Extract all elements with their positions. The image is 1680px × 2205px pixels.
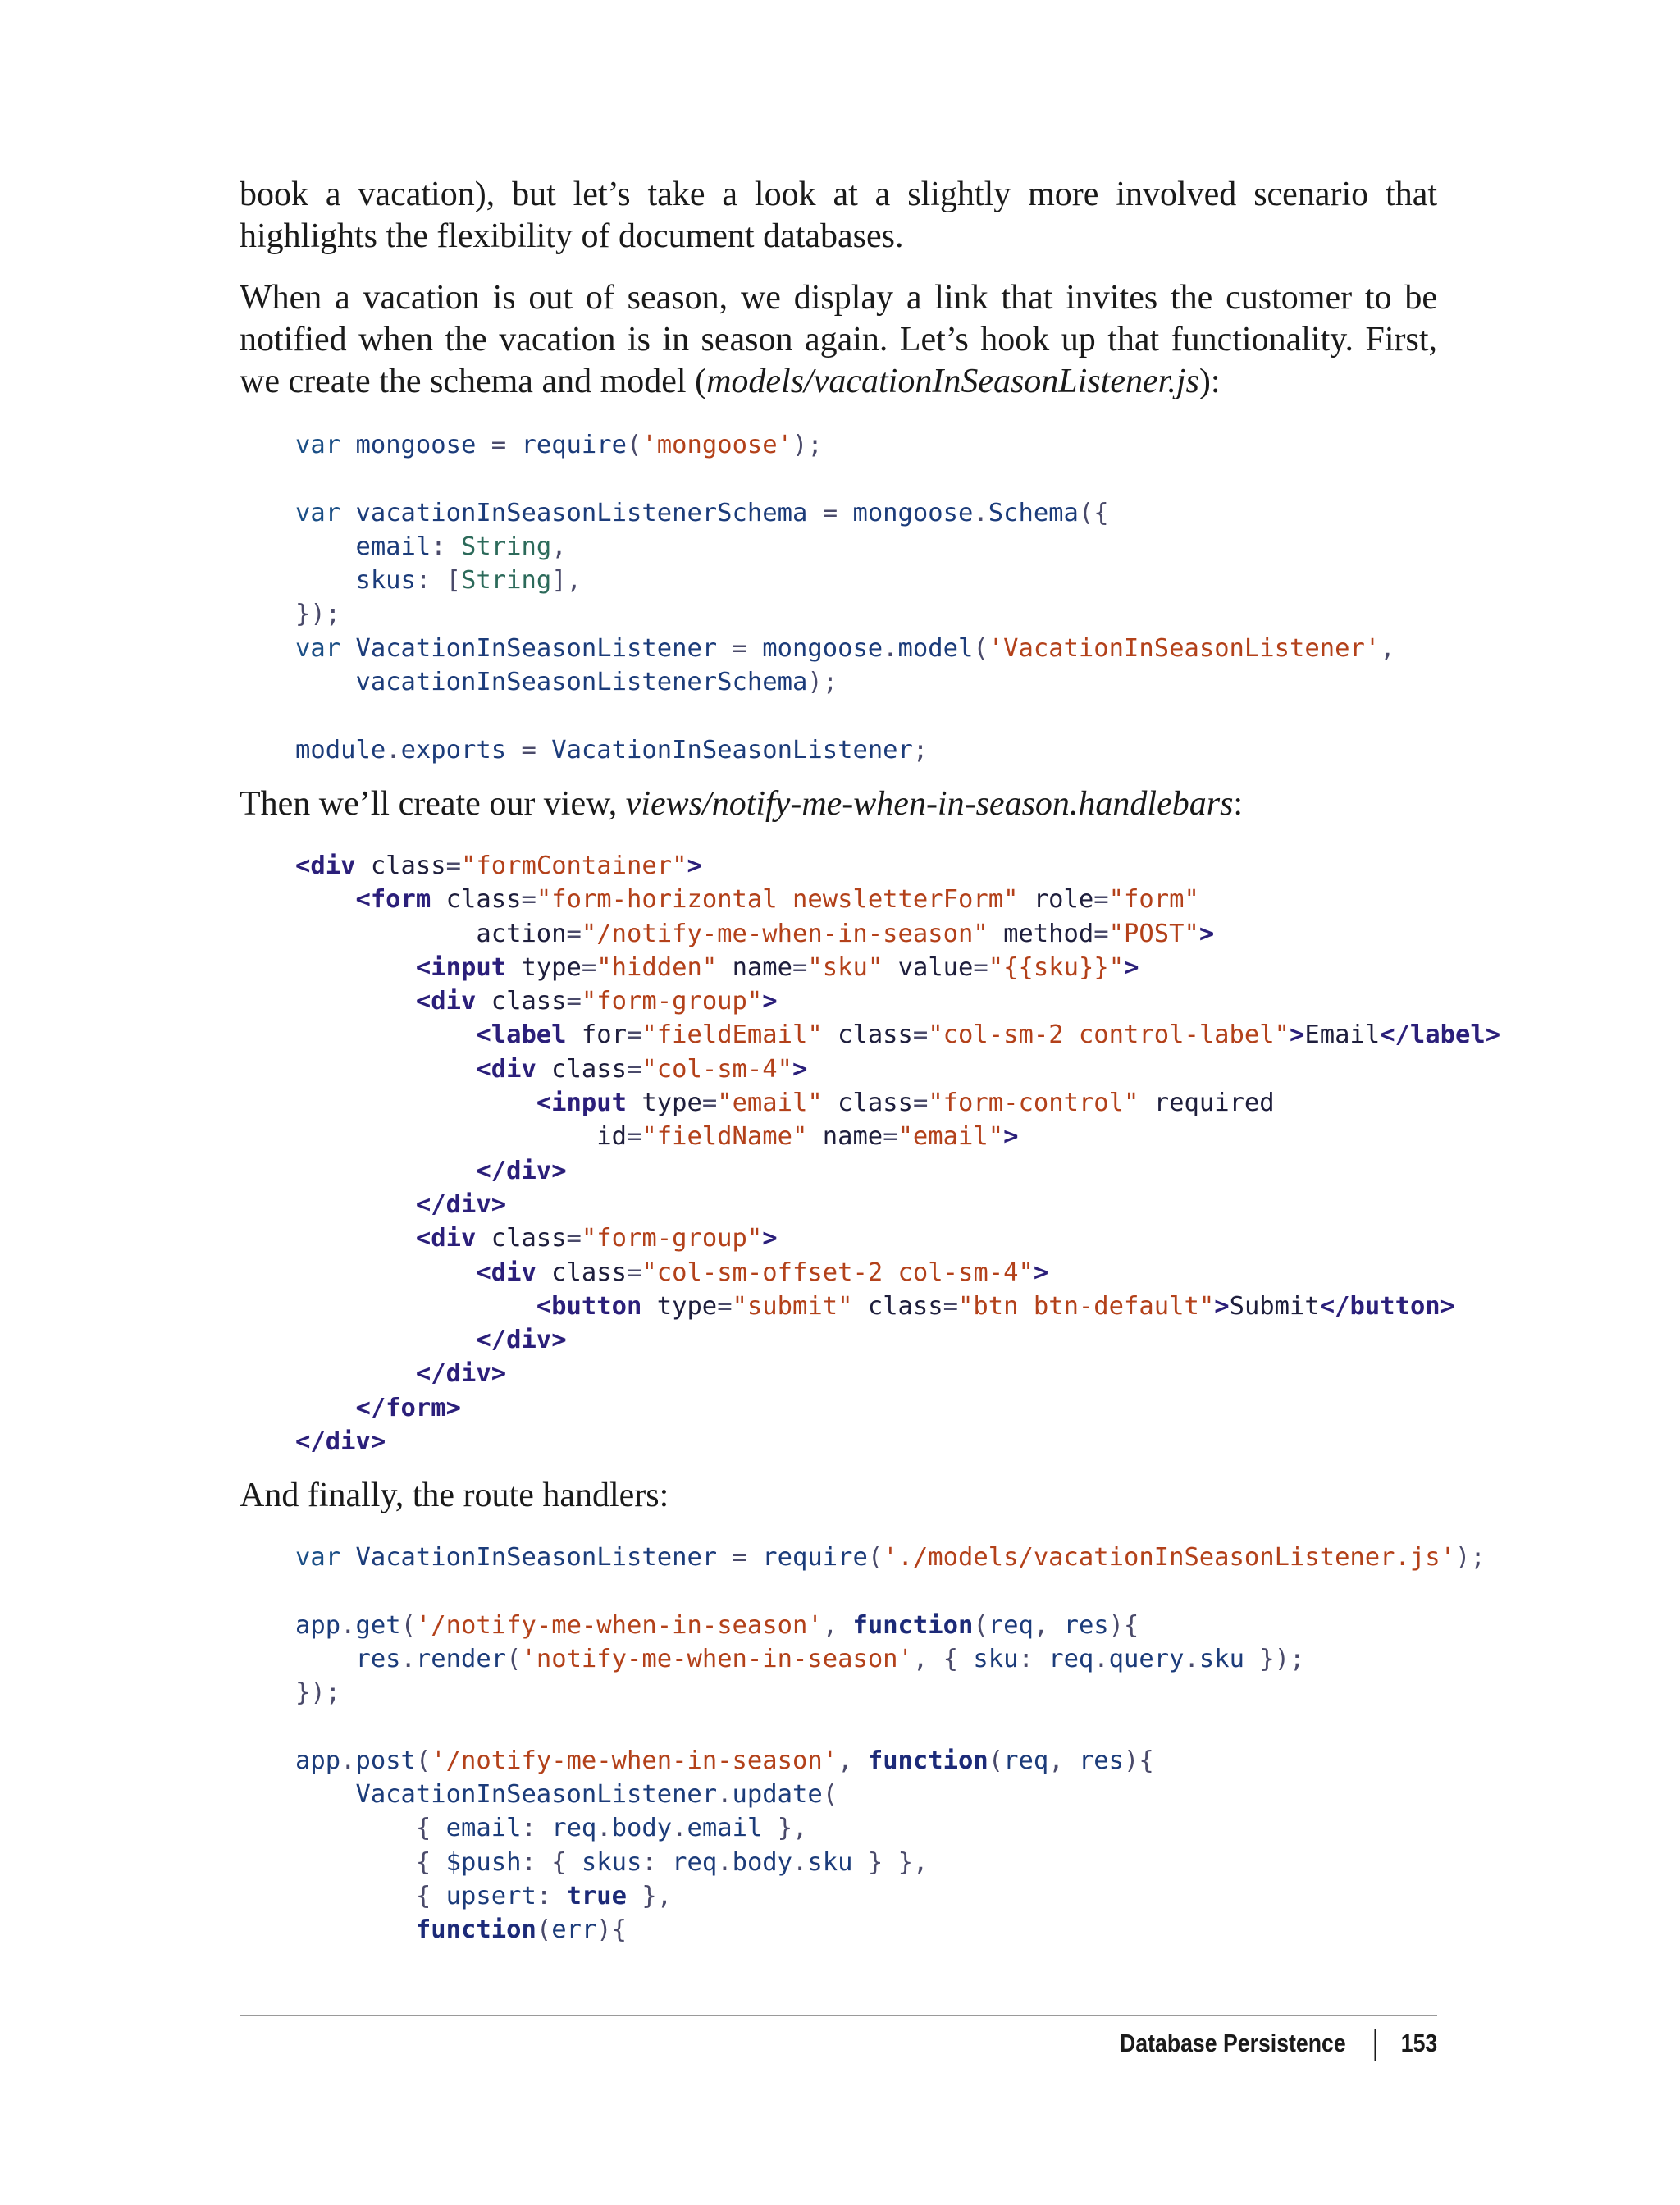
code-line: id="fieldName" name="email">: [295, 1122, 1019, 1152]
code-line: [295, 462, 1395, 495]
code-line: });: [295, 1678, 341, 1708]
code-line: <label for="fieldEmail" class="col-sm-2 control-label">Email</label>: [476, 1020, 1501, 1050]
code-block-model: [295, 428, 1395, 767]
code-block-view: [295, 849, 1500, 1459]
code-line: var mongoose = require('mongoose');: [295, 431, 823, 459]
footer-divider: [240, 2015, 1437, 2016]
code-line: [295, 1574, 1486, 1608]
code-line: <div class="col-sm-4">: [476, 1054, 808, 1084]
code-line: <input type="hidden" name="sku" value="{{sku}}">: [415, 952, 1139, 982]
code-line: action="/notify-me-when-in-season" method="POST">: [295, 919, 1215, 948]
footer-section-title: Database Persistence: [1119, 2029, 1346, 2057]
code-line: </div>: [415, 1189, 507, 1219]
code-line: email: String,: [355, 532, 567, 561]
code-line: vacationInSeasonListenerSchema);: [355, 668, 838, 697]
paragraph-out-of-season-tail: ):: [1198, 363, 1221, 400]
code-line: <div class="col-sm-offset-2 col-sm-4">: [476, 1258, 1049, 1287]
page-number: 153: [1400, 2029, 1437, 2057]
paragraph-route-handlers: And finally, the route handlers:: [240, 1477, 669, 1514]
code-line: { upsert: true },: [295, 1881, 673, 1911]
code-line: </div>: [476, 1156, 567, 1185]
paragraph-out-of-season-text: When a vacation is out of season, we display a link that invites the customer to be notified when the vacation is in season again. Let’s hook up that functionality. First, we create the schema and model (: [240, 279, 1437, 400]
model-file-path: models/vacationInSeasonListener.js: [706, 363, 1199, 400]
code-line: <button type="submit" class="btn btn-default">Submit</button>: [536, 1291, 1456, 1321]
code-line: [295, 1710, 1486, 1743]
view-file-path: views/notify-me-when-in-season.handlebars: [625, 785, 1234, 823]
code-block-routes: [295, 1541, 1486, 1947]
paragraph-intro: book a vacation), but let’s take a look at a slightly more involved scenario that highlights the flexibility of document databases.: [240, 176, 1437, 255]
code-line: VacationInSeasonListener.update(: [355, 1780, 838, 1810]
code-line: </form>: [355, 1393, 462, 1422]
paragraph-view: [240, 783, 1437, 825]
code-line: </div>: [415, 1359, 507, 1389]
code-line: skus: [String],: [355, 566, 582, 596]
footer-separator: [1374, 2029, 1376, 2061]
page-footer: [1120, 2023, 1437, 2064]
code-line: res.render('notify-me-when-in-season', { sku: req.query.sku });: [355, 1644, 1305, 1673]
code-line: });: [295, 600, 341, 629]
code-line: var VacationInSeasonListener = mongoose.model('VacationInSeasonListener',: [295, 633, 1395, 663]
code-line: { $push: { skus: req.body.sku } },: [295, 1847, 929, 1877]
code-line: app.get('/notify-me-when-in-season', function(req, res){: [295, 1610, 1139, 1640]
code-line: app.post('/notify-me-when-in-season', function(req, res){: [295, 1746, 1154, 1775]
code-line: var vacationInSeasonListenerSchema = mongoose.Schema({: [295, 498, 1109, 527]
code-line: <form class="form-horizontal newsletterForm" role="form": [355, 885, 1199, 915]
code-line: module.exports = VacationInSeasonListener;: [295, 735, 929, 765]
code-line: <div class="formContainer">: [295, 851, 702, 880]
code-line: <div class="form-group">: [415, 987, 778, 1016]
code-line: </div>: [295, 1427, 386, 1457]
code-line: { email: req.body.email },: [295, 1814, 808, 1843]
code-line: <div class="form-group">: [415, 1224, 778, 1253]
code-line: [295, 699, 1395, 733]
paragraph-view-tail: :: [1233, 785, 1244, 823]
paragraph-view-text: Then we’ll create our view,: [240, 785, 626, 823]
code-line: var VacationInSeasonListener = require('./models/vacationInSeasonListener.js');: [295, 1543, 1486, 1572]
paragraph-out-of-season: [240, 277, 1437, 403]
code-line: </div>: [476, 1326, 567, 1355]
code-line: function(err){: [415, 1915, 628, 1945]
code-line: <input type="email" class="form-control" required: [536, 1089, 1275, 1118]
